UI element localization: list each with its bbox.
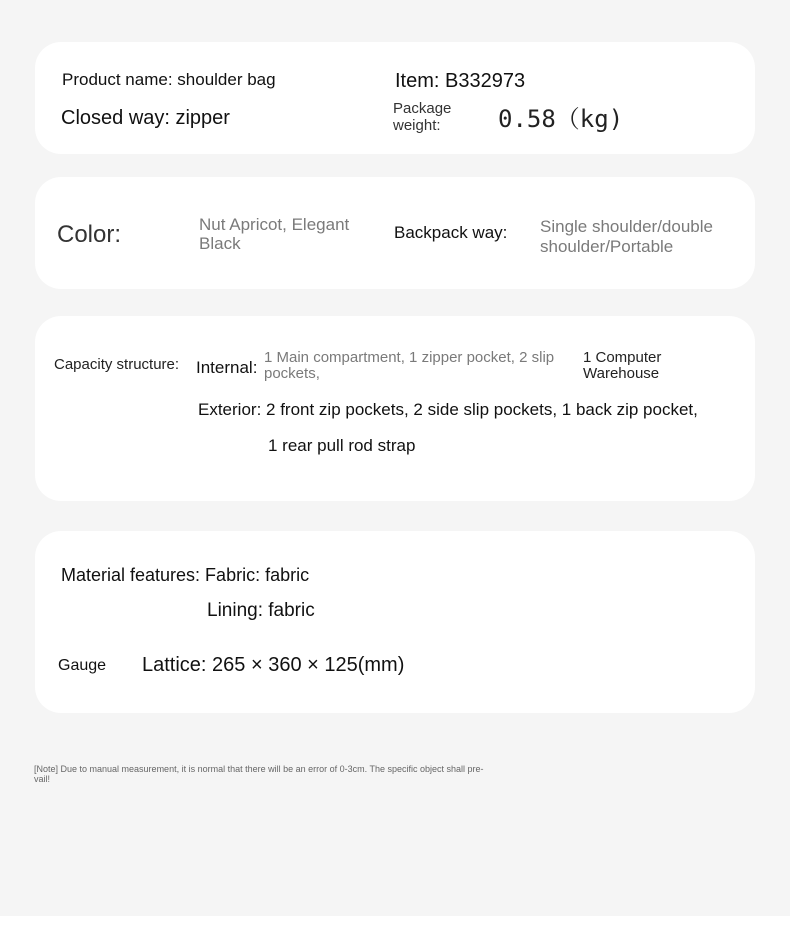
computer-line2: Warehouse xyxy=(583,364,660,382)
backpack-way-label: Backpack way: xyxy=(394,223,508,242)
backpack-way-value-line1: Single shoulder/double xyxy=(540,217,713,236)
computer-warehouse xyxy=(583,350,661,382)
closed-way: Closed way: zipper xyxy=(61,107,230,129)
lattice-dimensions: Lattice: 265 × 360 × 125(mm) xyxy=(142,654,405,676)
exterior-line1: Exterior: 2 front zip pockets, 2 side slip pockets, 1 back zip pocket, xyxy=(198,400,698,419)
item-number: Item: B332973 xyxy=(395,70,526,92)
internal-value xyxy=(264,350,554,382)
color-card xyxy=(35,177,755,289)
lining: Lining: fabric xyxy=(207,600,315,621)
gauge-label: Gauge xyxy=(58,657,107,674)
material-features: Material features: Fabric: fabric xyxy=(61,565,310,585)
note-line1: [Note] Due to manual measurement, it is normal that there will be an error of 0-3cm. The specific object shall pre- xyxy=(34,764,484,774)
measurement-note xyxy=(34,764,574,785)
note-line2: vail! xyxy=(34,774,51,785)
computer-line1: 1 Computer xyxy=(583,349,662,366)
color-value-line2: Black xyxy=(199,233,241,253)
internal-value-line2: pockets, xyxy=(264,364,320,382)
bottom-band xyxy=(0,916,790,943)
capacity-label: Capacity structure: xyxy=(54,356,180,373)
package-weight-label-line1: Package xyxy=(393,100,452,117)
basic-info-card xyxy=(35,42,755,154)
color-value xyxy=(199,216,349,253)
material-card xyxy=(35,531,755,713)
capacity-card xyxy=(35,316,755,501)
package-weight-label-line2: weight: xyxy=(393,116,441,134)
exterior-line2: 1 rear pull rod strap xyxy=(268,436,416,455)
package-weight-value: 0.58（kg) xyxy=(498,105,624,133)
backpack-way-value-line2: shoulder/Portable xyxy=(540,237,674,257)
color-label: Color: xyxy=(57,221,122,248)
backpack-way-value xyxy=(540,217,713,258)
internal-label: Internal: xyxy=(196,358,258,377)
product-name: Product name: shoulder bag xyxy=(62,70,276,89)
color-value-line1: Nut Apricot, Elegant xyxy=(199,215,350,234)
internal-value-line1: 1 Main compartment, 1 zipper pocket, 2 slip xyxy=(264,349,555,366)
package-weight-label xyxy=(393,101,451,134)
